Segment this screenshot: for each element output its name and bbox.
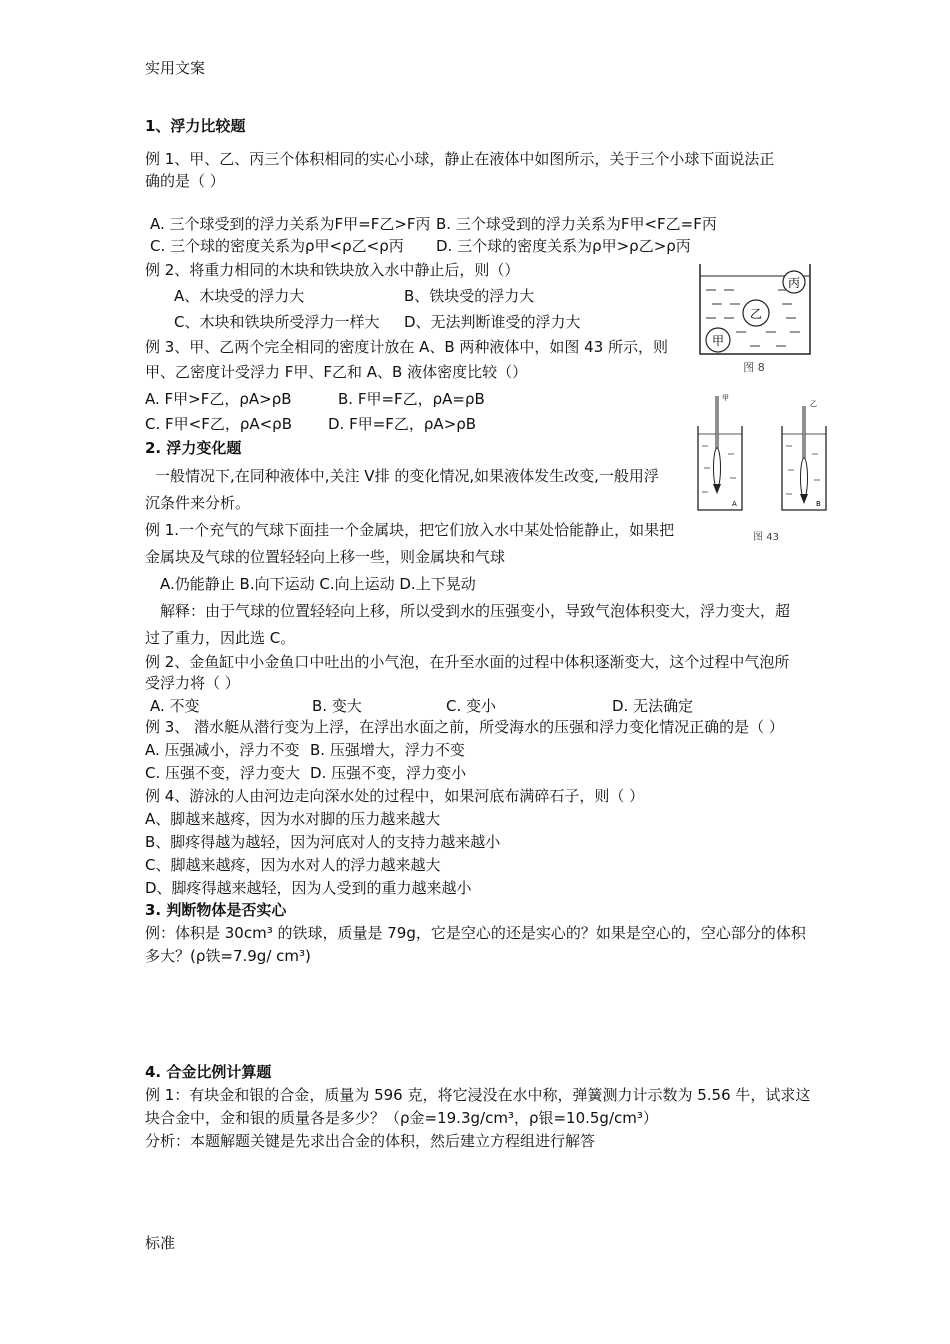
section-3-title: 3. 判断物体是否实心 [145, 901, 287, 919]
s2-ex4-option-a: A、脚越来越疼，因为水对脚的压力越来越大 [145, 810, 441, 828]
s1-ex1-line2: 确的是（ ） [145, 172, 225, 190]
s1-ex2-option-a: A、木块受的浮力大 [174, 287, 305, 305]
liquid-b-label: B [816, 500, 821, 508]
s2-ex4-option-c: C、脚越来越疼，因为水对人的浮力越来越大 [145, 856, 441, 874]
s2-ex2-option-c: C. 变小 [446, 697, 497, 715]
figure-8-caption: 图 8 [743, 361, 765, 374]
s1-ex3-option-a: A. F甲>F乙，ρA>ρB [145, 390, 292, 408]
s1-ex1-option-b: B. 三个球受到的浮力关系为F甲<F乙=F丙 [436, 215, 717, 233]
s2-ex4-option-d: D、脚疼得越来越轻，因为人受到的重力越来越小 [145, 879, 472, 897]
s1-ex3-line2: 甲、乙密度计受浮力 F甲、F乙和 A、B 液体密度比较（） [145, 363, 528, 381]
s3-question-line2: 多大？(ρ铁=7.9g/ cm³) [145, 947, 311, 965]
s1-ex1-line1: 例 1、甲、乙、丙三个体积相同的实心小球，静止在液体中如图所示，关于三个小球下面说法正 [145, 150, 775, 168]
s1-ex1-option-a: A. 三个球受到的浮力关系为F甲=F乙>F丙 [150, 215, 431, 233]
section-2-title: 2. 浮力变化题 [145, 439, 242, 457]
page-footer: 标准 [145, 1234, 176, 1252]
s2-ex3: 例 3、 潜水艇从潜行变为上浮，在浮出水面之前，所受海水的压强和浮力变化情况正确的是（ ） [145, 718, 784, 736]
s1-ex3-line1: 例 3、甲、乙两个完全相同的密度计放在 A、B 两种液体中，如图 43 所示，则 [145, 338, 669, 356]
s2-intro-line2: 沉条件来分析。 [145, 494, 251, 512]
ball-label-middle: 乙 [749, 307, 763, 321]
s1-ex2-option-d: D、无法判断谁受的浮力大 [404, 313, 581, 331]
s2-ex2-line1: 例 2、金鱼缸中小金鱼口中吐出的小气泡，在升至水面的过程中体积逐渐变大，这个过程中气泡所 [145, 653, 790, 671]
page-header: 实用文案 [145, 59, 206, 77]
s1-ex1-option-d: D. 三个球的密度关系为ρ甲>ρ乙>ρ丙 [436, 237, 691, 255]
s1-ex1-option-c: C. 三个球的密度关系为ρ甲<ρ乙<ρ丙 [150, 237, 404, 255]
figure-43-caption: 图 43 [753, 532, 779, 543]
s1-ex2-option-b: B、铁块受的浮力大 [404, 287, 535, 305]
liquid-a-label: A [732, 500, 737, 508]
s2-intro-line1: 一般情况下,在同种液体中,关注 V排 的变化情况,如果液体发生改变,一般用浮 [155, 467, 659, 485]
ball-label-top: 丙 [787, 276, 801, 290]
s2-ex4-option-b: B、脚疼得越为越轻，因为河底对人的支持力越来越小 [145, 833, 501, 851]
s1-ex2: 例 2、将重力相同的木块和铁块放入水中静止后，则（） [145, 261, 520, 279]
s1-ex2-option-c: C、木块和铁块所受浮力一样大 [174, 313, 380, 331]
s2-ex3-option-c: C. 压强不变，浮力变大 [145, 764, 301, 782]
s2-explain-line2: 过了重力，因此选 C。 [145, 629, 296, 647]
s2-ex1-line2: 金属块及气球的位置轻轻向上移一些，则金属块和气球 [145, 548, 506, 566]
s2-ex2-option-a: A. 不变 [150, 697, 200, 715]
s2-ex4: 例 4、游泳的人由河边走向深水处的过程中，如果河底布满碎石子，则（ ） [145, 787, 645, 805]
s2-ex3-option-d: D. 压强不变，浮力变小 [310, 764, 467, 782]
s2-ex2-option-d: D. 无法确定 [612, 697, 694, 715]
s1-ex3-option-d: D. F甲=F乙，ρA>ρB [328, 415, 477, 433]
s1-ex3-option-b: B. F甲=F乙，ρA=ρB [338, 390, 485, 408]
s4-question-line2: 块合金中，金和银的质量各是多少？（ρ金=19.3g/cm³，ρ银=10.5g/cm³） [145, 1109, 658, 1127]
s2-explain-line1: 解释：由于气球的位置轻轻向上移，所以受到水的压强变小，导致气泡体积变大，浮力变大，超 [160, 602, 791, 620]
s2-ex3-option-b: B. 压强增大，浮力不变 [310, 741, 465, 759]
s2-ex1-options: A.仍能静止 B.向下运动 C.向上运动 D.上下晃动 [160, 575, 476, 593]
s4-question-line1: 例 1：有块金和银的合金，质量为 596 克，将它浸没在水中称，弹簧测力计示数为 5.56 牛，试求这 [145, 1086, 811, 1104]
hydrometer-left-label: 甲 [722, 394, 729, 402]
s1-ex3-option-c: C. F甲<F乙，ρA<ρB [145, 415, 292, 433]
s2-ex2-line2: 受浮力将（ ） [145, 674, 240, 692]
s4-analysis: 分析：本题解题关键是先求出合金的体积，然后建立方程组进行解答 [145, 1132, 596, 1150]
s2-ex3-option-a: A. 压强减小，浮力不变 [145, 741, 300, 759]
ball-label-bottom: 甲 [711, 334, 725, 348]
s2-ex2-option-b: B. 变大 [312, 697, 362, 715]
figure-8-beaker [690, 258, 820, 378]
s2-ex1-line1: 例 1.一个充气的气球下面挂一个金属块，把它们放入水中某处恰能静止，如果把 [145, 521, 675, 539]
section-4-title: 4. 合金比例计算题 [145, 1063, 272, 1081]
s3-question-line1: 例：体积是 30cm³ 的铁球，质量是 79g，它是空心的还是实心的？如果是空心的，空心部分的体积 [145, 924, 806, 942]
figure-43-hydrometers [690, 388, 850, 544]
hydrometer-right-label: 乙 [810, 400, 817, 408]
section-1-title: 1、浮力比较题 [145, 117, 246, 135]
